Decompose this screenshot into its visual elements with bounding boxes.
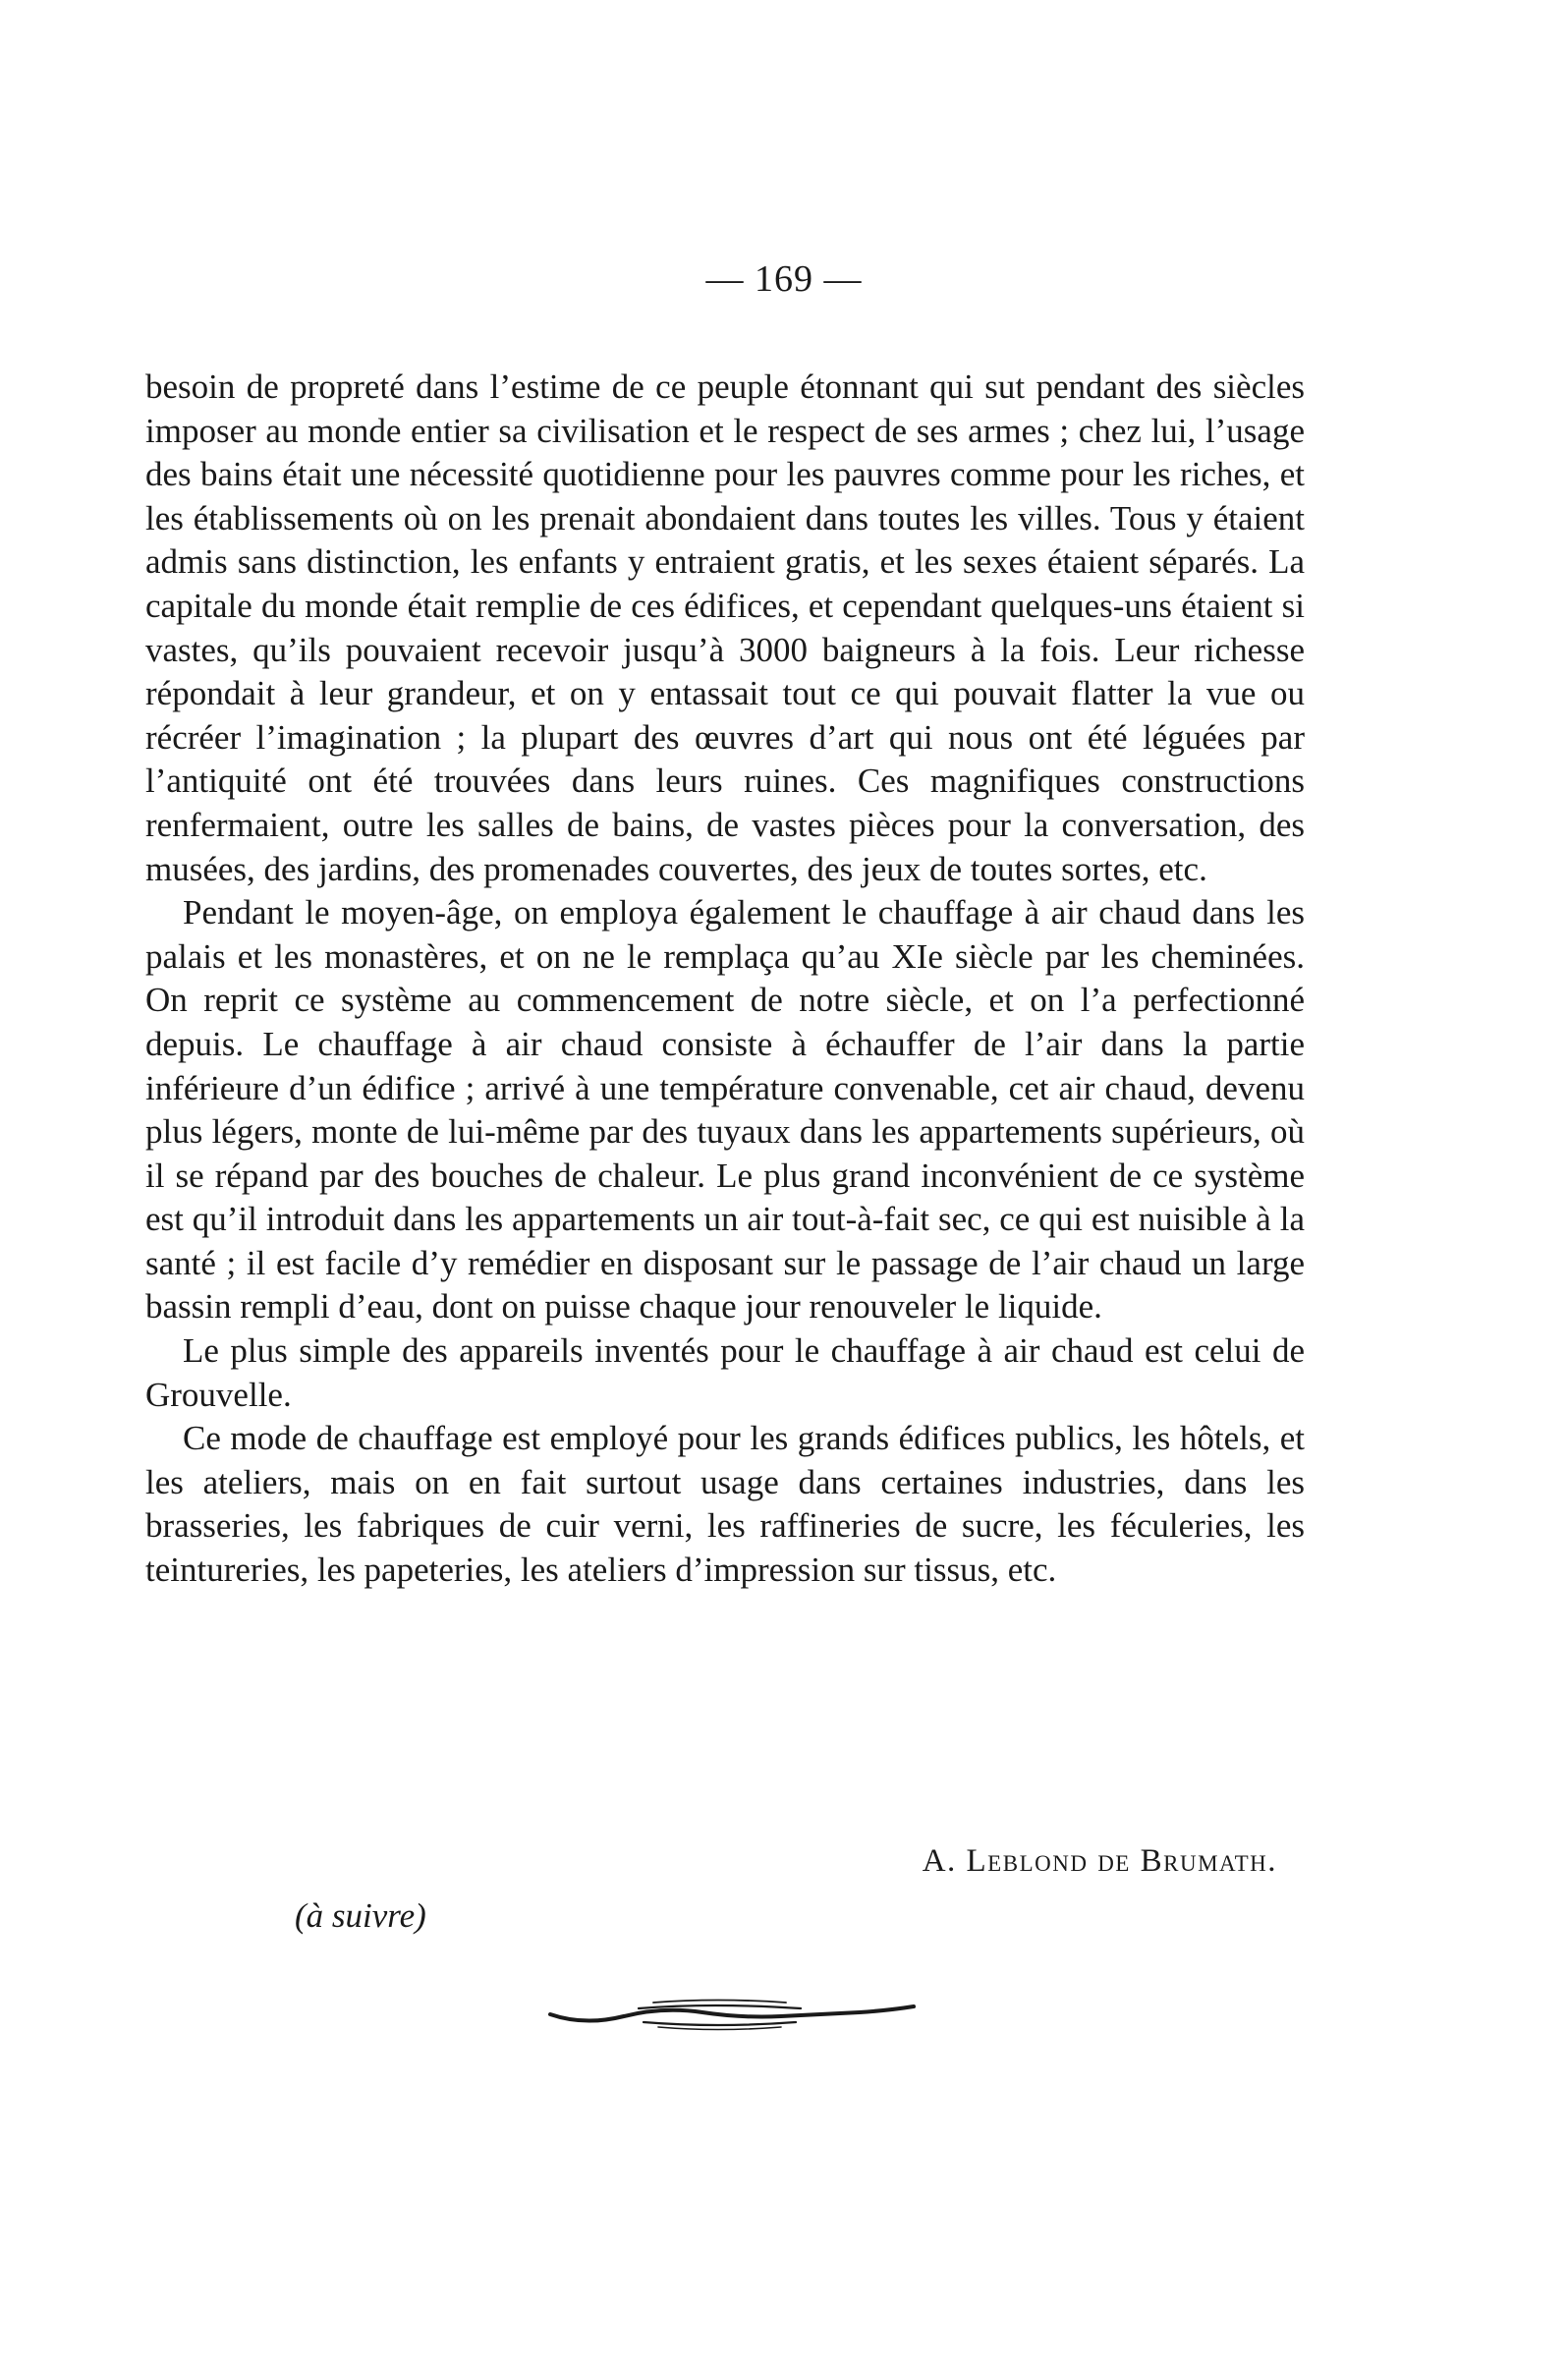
paragraph: Pendant le moyen-âge, on employa également le chauffage à air chaud dans les palais et les monastères, et on ne le remplaça qu’au XIe siècle par les cheminées. On reprit ce système au commencement de notre siècle, et on l’a perfectionné depuis. Le chauffage à air chaud consiste à échauffer de l’air dans la partie inférieure d’un édifice ; arrivé à une température convenable, cet air chaud, devenu plus légers, monte de lui-même par des tuyaux dans les appartements supérieurs, où il se répand par des bouches de chaleur. Le plus grand inconvénient de ce système est qu’il introduit dans les appartements un air tout-à-fait sec, ce qui est nuisible à la santé ; il est facile d’y remédier en disposant sur le passage de l’air chaud un large bassin rempli d’eau, dont on puisse chaque jour renouveler le liquide. (145, 893, 1305, 1327)
paragraph: Le plus simple des appareils inventés pour le chauffage à air chaud est celui de Grouvelle. (145, 1331, 1305, 1414)
page-number: — 169 — (705, 258, 863, 300)
wavy-line-ornament-icon (545, 1995, 919, 2034)
paragraph: Ce mode de chauffage est employé pour les grands édifices publics, les hôtels, et les ateliers, mais on en fait surtout usage dans certaines industries, dans les brasseries, les fabriques de cuir verni, les raffineries de sucre, les féculeries, les teintureries, les papeteries, les ateliers d’impression sur tissus, etc. (145, 1419, 1305, 1590)
article-body (145, 366, 1305, 1593)
author-signature: A. Leblond de Brumath. (922, 1843, 1277, 1879)
continuation-note: (à suivre) (295, 1896, 426, 1935)
paragraph: besoin de propreté dans l’estime de ce peuple étonnant qui sut pendant des siècles imposer au monde entier sa civilisation et le respect de ses armes ; chez lui, l’usage des bains était une nécessité quotidienne pour les pauvres comme pour les riches, et les établissements où on les prenait abondaient dans toutes les villes. Tous y étaient admis sans distinction, les enfants y entraient gratis, et les sexes étaient séparés. La capitale du monde était remplie de ces édifices, et cependant quelques-uns étaient si vastes, qu’ils pouvaient recevoir jusqu’à 3000 baigneurs à la fois. Leur richesse répondait à leur grandeur, et on y entassait tout ce qui pouvait flatter la vue ou récréer l’imagination ; la plupart des œuvres d’art qui nous ont été léguées par l’antiquité ont été trouvées dans leurs ruines. Ces magnifiques constructions renfermaient, outre les salles de bains, de vastes pièces pour la conversation, des musées, des jardins, des promenades couvertes, des jeux de toutes sortes, etc. (145, 367, 1305, 888)
